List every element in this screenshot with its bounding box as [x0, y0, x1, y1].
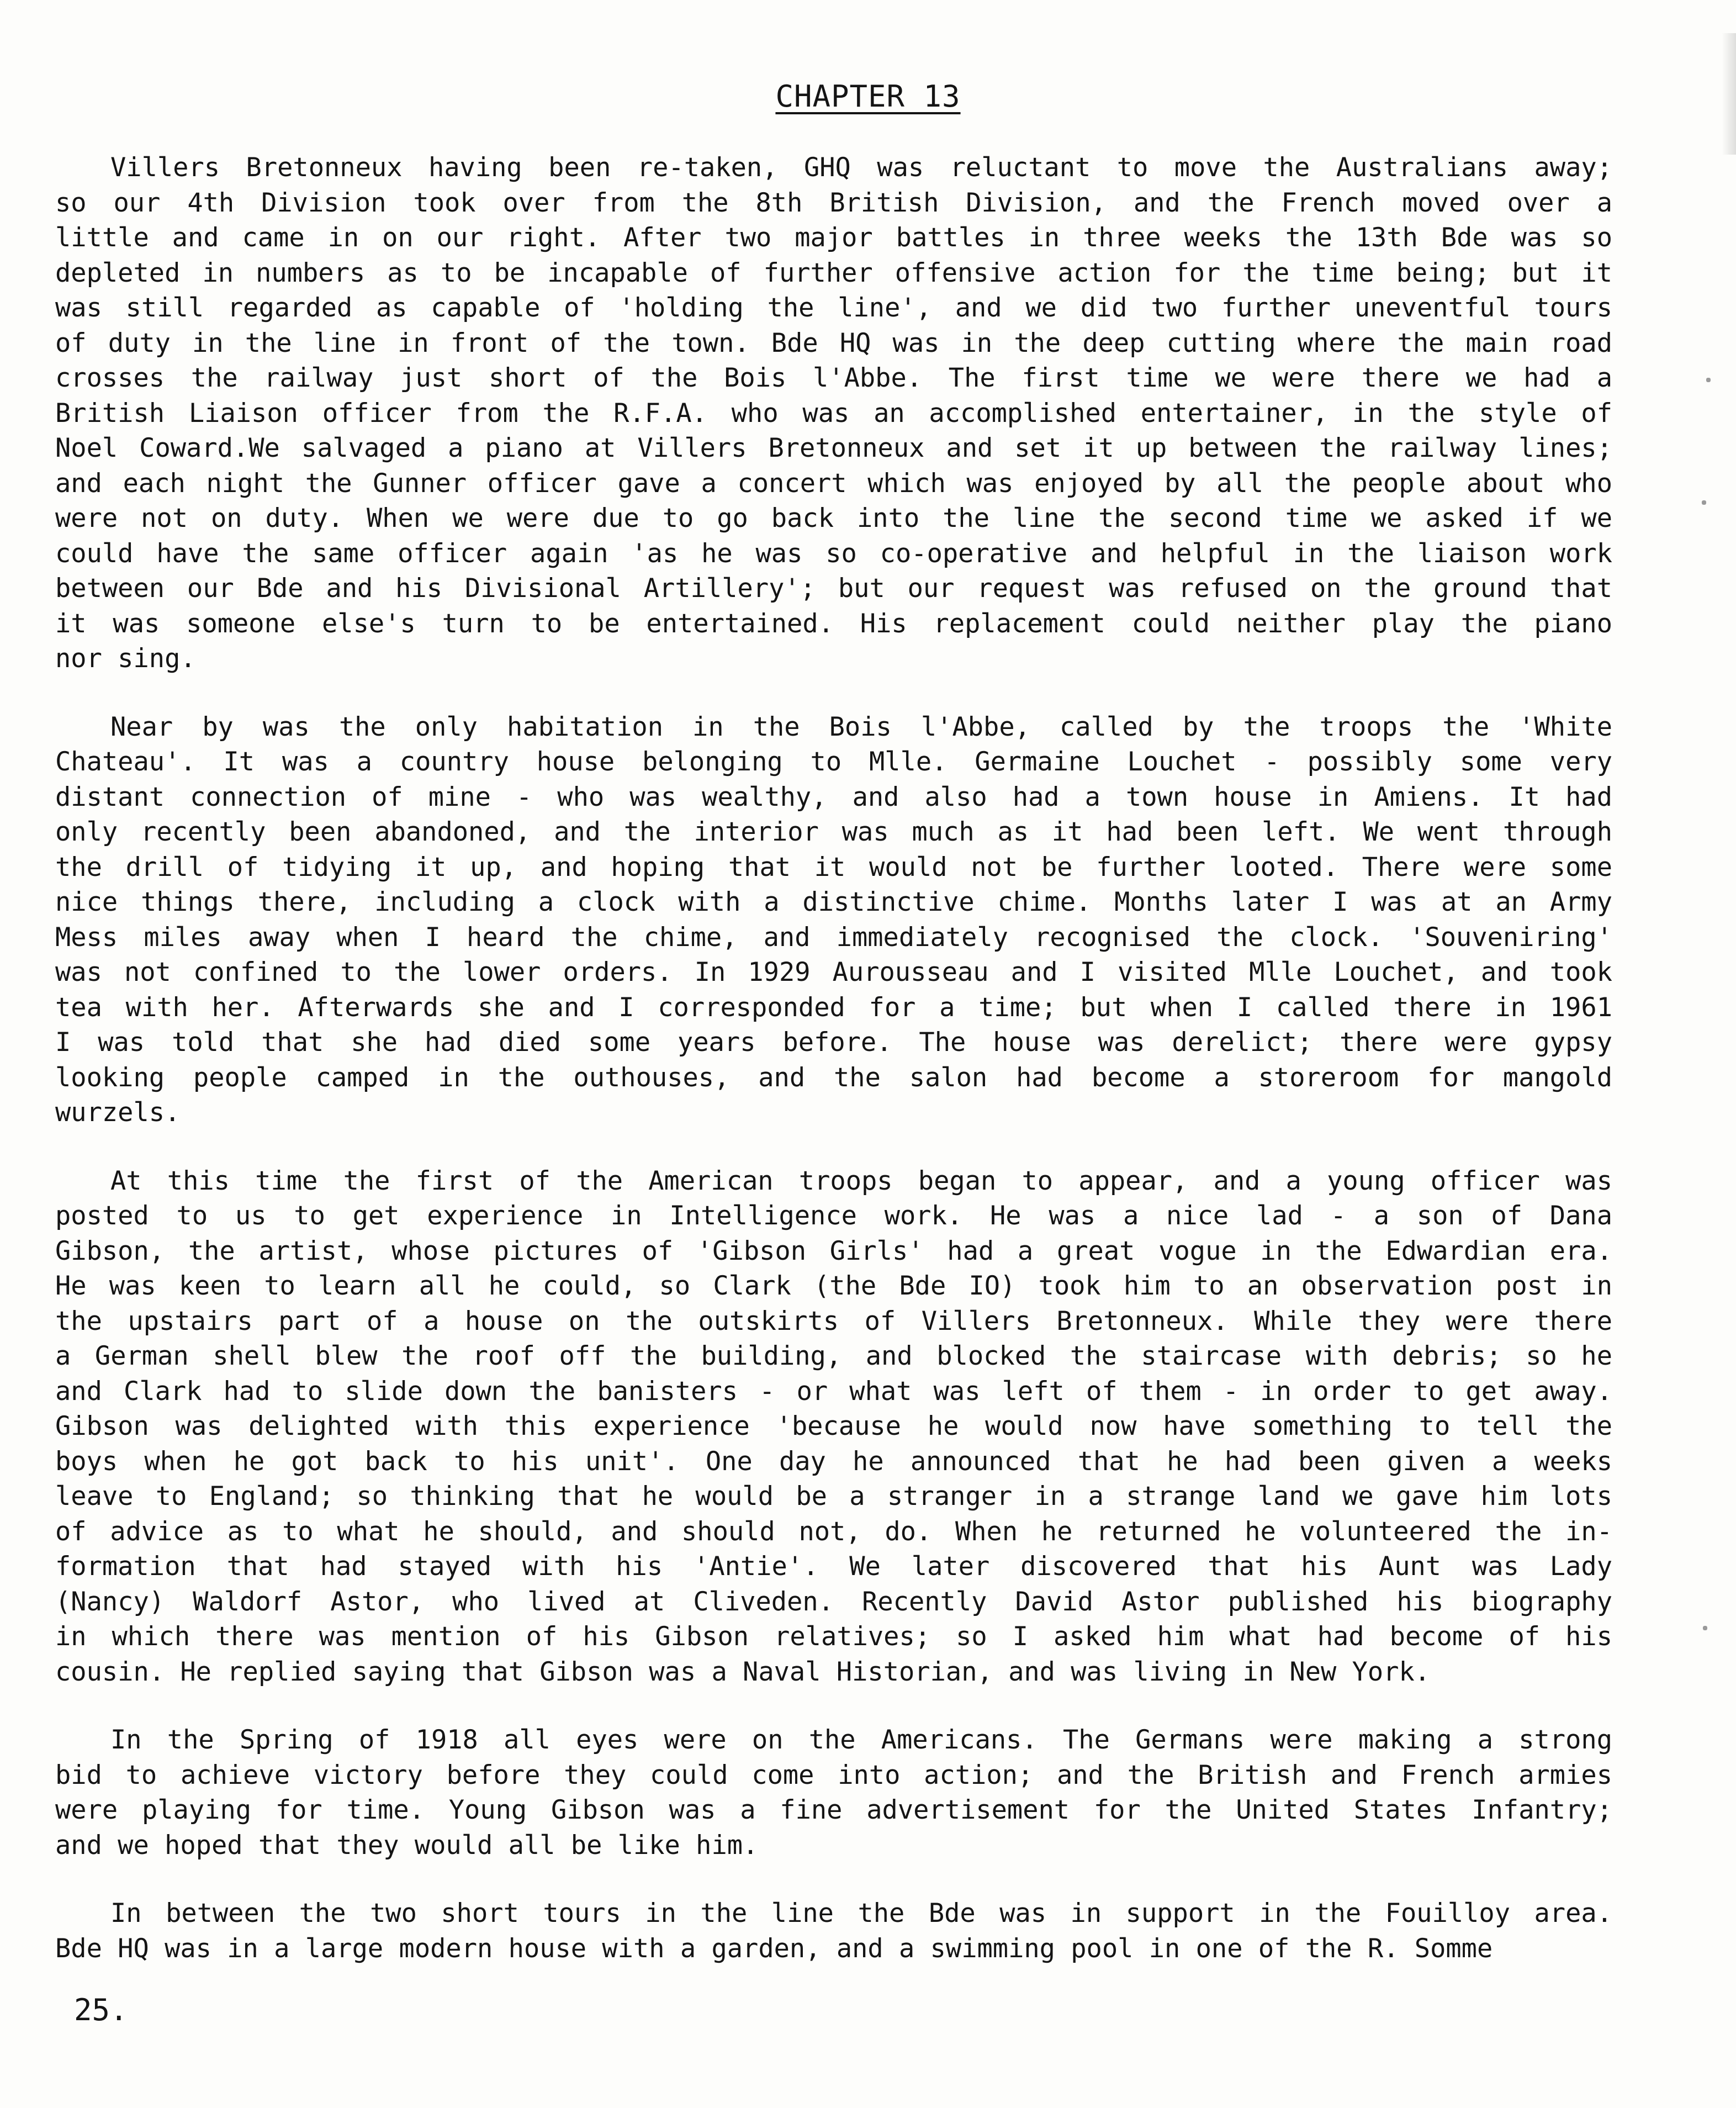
paragraph: [55, 150, 1612, 677]
text-line: and we hoped that they would all be like him.: [55, 1830, 759, 1861]
text-line: Chateau'. It was a country house belonging to Mlle. Germaine Louchet - possibly some very: [55, 747, 1612, 777]
paragraph: [55, 1723, 1612, 1863]
text-line: were playing for time. Young Gibson was a fine advertisement for the United States Infantry;: [55, 1795, 1612, 1825]
text-line: British Liaison officer from the R.F.A. who was an accomplished entertainer, in the style of: [55, 398, 1612, 429]
text-line: a German shell blew the roof off the building, and blocked the staircase with debris; so he: [55, 1341, 1612, 1371]
text-line: tea with her. Afterwards she and I corresponded for a time; but when I called there in 1961: [55, 992, 1612, 1023]
text-line: distant connection of mine - who was wealthy, and also had a town house in Amiens. It had: [55, 781, 1612, 812]
text-line: (Nancy) Waldorf Astor, who lived at Cliveden. Recently David Astor published his biography: [55, 1586, 1612, 1617]
text-line: formation that had stayed with his 'Antie'. We later discovered that his Aunt was Lady: [55, 1551, 1612, 1582]
text-line: wurzels.: [55, 1097, 181, 1128]
text-line: in which there was mention of his Gibson relatives; so I asked him what had become of his: [55, 1621, 1612, 1652]
margin-dot-mark: [1702, 500, 1706, 505]
text-line: bid to achieve victory before they could come into action; and the British and French armies: [55, 1760, 1612, 1790]
text-line: the upstairs part of a house on the outskirts of Villers Bretonneux. While they were there: [55, 1306, 1612, 1336]
text-line: the drill of tidying it up, and hoping that it would not be further looted. There were some: [55, 852, 1612, 883]
text-line: between our Bde and his Divisional Artillery'; but our request was refused on the ground that: [55, 573, 1612, 604]
text-line: At this time the first of the American troops began to appear, and a young officer was: [110, 1165, 1612, 1196]
chapter-title-text: CHAPTER 13: [775, 79, 961, 114]
text-line: Mess miles away when I heard the chime, and immediately recognised the clock. 'Souveniring': [55, 922, 1612, 953]
text-line: were not on duty. When we were due to go back into the line the second time we asked if we: [55, 503, 1612, 533]
text-line: and Clark had to slide down the banisters - or what was left of them - in order to get away.: [55, 1376, 1612, 1407]
document-body: [55, 150, 1612, 1999]
text-line: was not confined to the lower orders. In 1929 Aurousseau and I visited Mlle Louchet, and took: [55, 957, 1612, 987]
margin-dot-mark: [1703, 1626, 1707, 1630]
margin-dot-mark: [1706, 378, 1711, 382]
page-number: 25.: [74, 1993, 128, 2027]
text-line: In between the two short tours in the line the Bde was in support in the Fouilloy area.: [110, 1898, 1612, 1929]
text-line: In the Spring of 1918 all eyes were on the Americans. The Germans were making a strong: [110, 1725, 1612, 1755]
text-line: Near by was the only habitation in the Bois l'Abbe, called by the troops the 'White: [110, 711, 1612, 742]
text-line: Villers Bretonneux having been re-taken, GHQ was reluctant to move the Australians away;: [110, 152, 1612, 183]
text-line: so our 4th Division took over from the 8th British Division, and the French moved over a: [55, 187, 1612, 218]
text-line: and each night the Gunner officer gave a concert which was enjoyed by all the people about who: [55, 468, 1612, 499]
paragraph: [55, 1164, 1612, 1690]
text-line: posted to us to get experience in Intelligence work. He was a nice lad - a son of Dana: [55, 1201, 1612, 1231]
text-line: of advice as to what he should, and should not, do. When he returned he volunteered the in-: [55, 1516, 1612, 1547]
text-line: I was told that she had died some years before. The house was derelict; there were gypsy: [55, 1027, 1612, 1058]
text-line: crosses the railway just short of the Bois l'Abbe. The first time we were there we had a: [55, 363, 1612, 393]
text-line: it was someone else's turn to be entertained. His replacement could neither play the piano: [55, 608, 1612, 639]
paragraph: [55, 710, 1612, 1130]
text-line: Bde HQ was in a large modern house with a garden, and a swimming pool in one of the R. Somme: [55, 1933, 1493, 1964]
text-line: nor sing.: [55, 643, 196, 674]
text-line: Noel Coward.We salvaged a piano at Villers Bretonneux and set it up between the railway lines;: [55, 433, 1612, 463]
paragraph: [55, 1896, 1612, 1966]
text-line: Gibson, the artist, whose pictures of 'Gibson Girls' had a great vogue in the Edwardian era.: [55, 1235, 1612, 1266]
text-line: little and came in on our right. After two major battles in three weeks the 13th Bde was so: [55, 223, 1612, 253]
text-line: nice things there, including a clock with a distinctive chime. Months later I was at an Army: [55, 887, 1612, 917]
text-line: boys when he got back to his unit'. One day he announced that he had been given a weeks: [55, 1446, 1612, 1477]
text-line: was still regarded as capable of 'holding the line', and we did two further uneventful tours: [55, 293, 1612, 323]
text-line: looking people camped in the outhouses, and the salon had become a storeroom for mangold: [55, 1062, 1612, 1093]
text-line: leave to England; so thinking that he would be a stranger in a strange land we gave him lots: [55, 1481, 1612, 1512]
text-line: of duty in the line in front of the town. Bde HQ was in the deep cutting where the main road: [55, 327, 1612, 358]
chapter-title: [0, 77, 1736, 116]
text-line: He was keen to learn all he could, so Clark (the Bde IO) took him to an observation post in: [55, 1271, 1612, 1301]
text-line: cousin. He replied saying that Gibson was a Naval Historian, and was living in New York.: [55, 1656, 1431, 1687]
text-line: depleted in numbers as to be incapable of further offensive action for the time being; but it: [55, 257, 1612, 288]
text-line: could have the same officer again 'as he was so co-operative and helpful in the liaison work: [55, 538, 1612, 569]
text-line: Gibson was delighted with this experience 'because he would now have something to tell the: [55, 1411, 1612, 1441]
text-line: only recently been abandoned, and the interior was much as it had been left. We went through: [55, 817, 1612, 847]
